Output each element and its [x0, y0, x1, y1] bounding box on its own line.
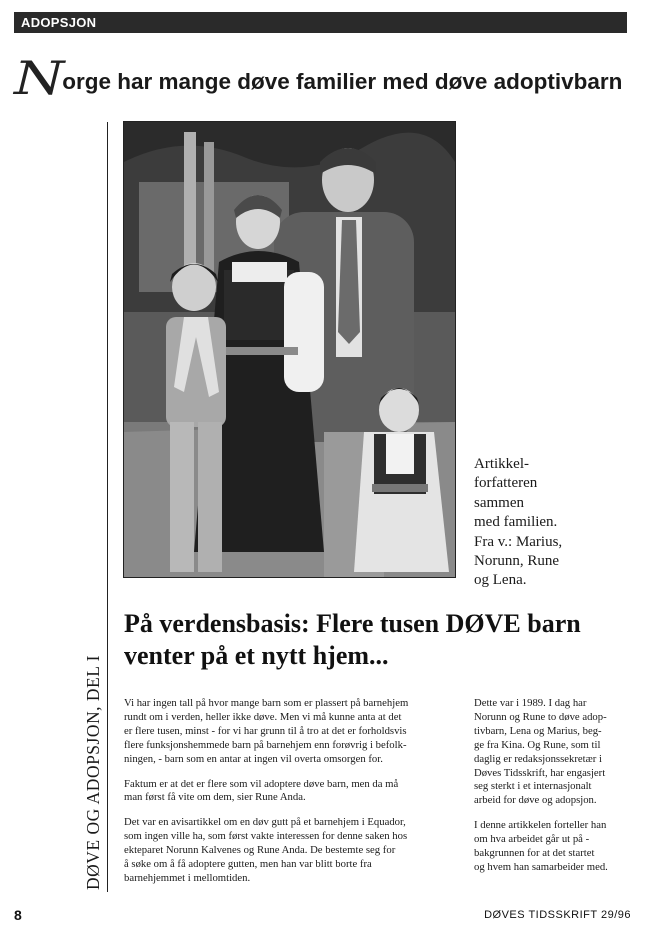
family-photo-illustration: [124, 122, 455, 577]
text-line: rundt om i verden, heller ikke døve. Men vi må kunne anta at det: [124, 710, 402, 723]
article-title-line: venter på et nytt hjem...: [124, 641, 389, 670]
article-title-line: På verdensbasis: Flere tusen DØVE barn: [124, 609, 581, 638]
page-number: 8: [14, 907, 22, 923]
text-line: man først få vite om dem, sier Rune Anda.: [124, 791, 306, 804]
text-line: ge fra Kina. Og Rune, som til: [474, 738, 601, 751]
caption-line: med familien.: [474, 514, 558, 531]
text-line: er flere tusen, minst - for vi har grunn til å tro at det er forholdsvis: [124, 724, 407, 737]
headline-text: orge har mange døve familier med døve adoptivbarn: [62, 69, 623, 94]
text-line: ekteparet Norunn Kalvenes og Rune Anda. De bestemte seg for: [124, 844, 396, 857]
text-line: flere funksjonshemmede barn på barnehjem enn forøvrig i befolk-: [124, 738, 407, 751]
article-title: [124, 608, 634, 672]
article-column-right: [474, 697, 630, 886]
caption-line: sammen: [474, 494, 524, 511]
paragraph: [124, 697, 461, 767]
text-line: I denne artikkelen forteller han: [474, 819, 607, 832]
text-line: Det var en avisartikkel om en døv gutt på et barnehjem i Equador,: [124, 816, 406, 829]
text-line: ningen, - barn som en antar at ingen vil overta omsorgen for.: [124, 752, 383, 765]
page-headline: [14, 52, 634, 104]
family-photo: [123, 121, 456, 578]
text-line: Dette var i 1989. I dag har: [474, 697, 587, 709]
paragraph: [124, 778, 461, 806]
text-line: arbeid for døve og adopsjon.: [474, 794, 597, 807]
publication-footer: DØVES TIDSSKRIFT 29/96: [484, 909, 631, 921]
caption-line: Artikkel-: [474, 456, 529, 472]
paragraph: [474, 819, 630, 875]
caption-line: forfatteren: [474, 475, 538, 492]
headline-initial: N: [14, 51, 65, 105]
text-line: Norunn og Rune to døve adop-: [474, 710, 607, 723]
column-divider: [107, 122, 108, 892]
text-line: seg sterkt i et internasjonalt: [474, 780, 592, 793]
caption-line: Norunn, Rune: [474, 553, 559, 570]
photo-caption: [474, 455, 594, 591]
text-line: tivbarn, Lena og Marius, beg-: [474, 724, 602, 737]
caption-line: og Lena.: [474, 572, 527, 589]
section-label-bar: ADOPSJON: [14, 12, 627, 33]
text-line: Vi har ingen tall på hvor mange barn som er plassert på barnehjem: [124, 697, 409, 709]
paragraph: [124, 816, 461, 886]
text-line: å søke om å få adoptere gutten, men han var blitt borte fra: [124, 858, 372, 871]
text-line: Faktum er at det er flere som vil adoptere døve barn, men da må: [124, 777, 399, 790]
text-line: barnehjemmet i mellomtiden.: [124, 871, 251, 884]
vertical-series-heading: DØVE OG ADOPSJON, DEL I: [83, 655, 103, 890]
text-line: daglig er redaksjonssekretær i: [474, 752, 602, 765]
paragraph: [474, 697, 630, 808]
text-line: bakgrunnen for at det startet: [474, 847, 595, 860]
caption-line: Fra v.: Marius,: [474, 533, 563, 550]
text-line: om hva arbeidet går ut på -: [474, 833, 590, 846]
article-column-left: [124, 697, 461, 897]
text-line: Døves Tidsskrift, har engasjert: [474, 766, 606, 779]
text-line: og hvem han samarbeider med.: [474, 860, 608, 873]
text-line: som ingen ville ha, som først vakte interessen for denne saken hos: [124, 830, 408, 843]
